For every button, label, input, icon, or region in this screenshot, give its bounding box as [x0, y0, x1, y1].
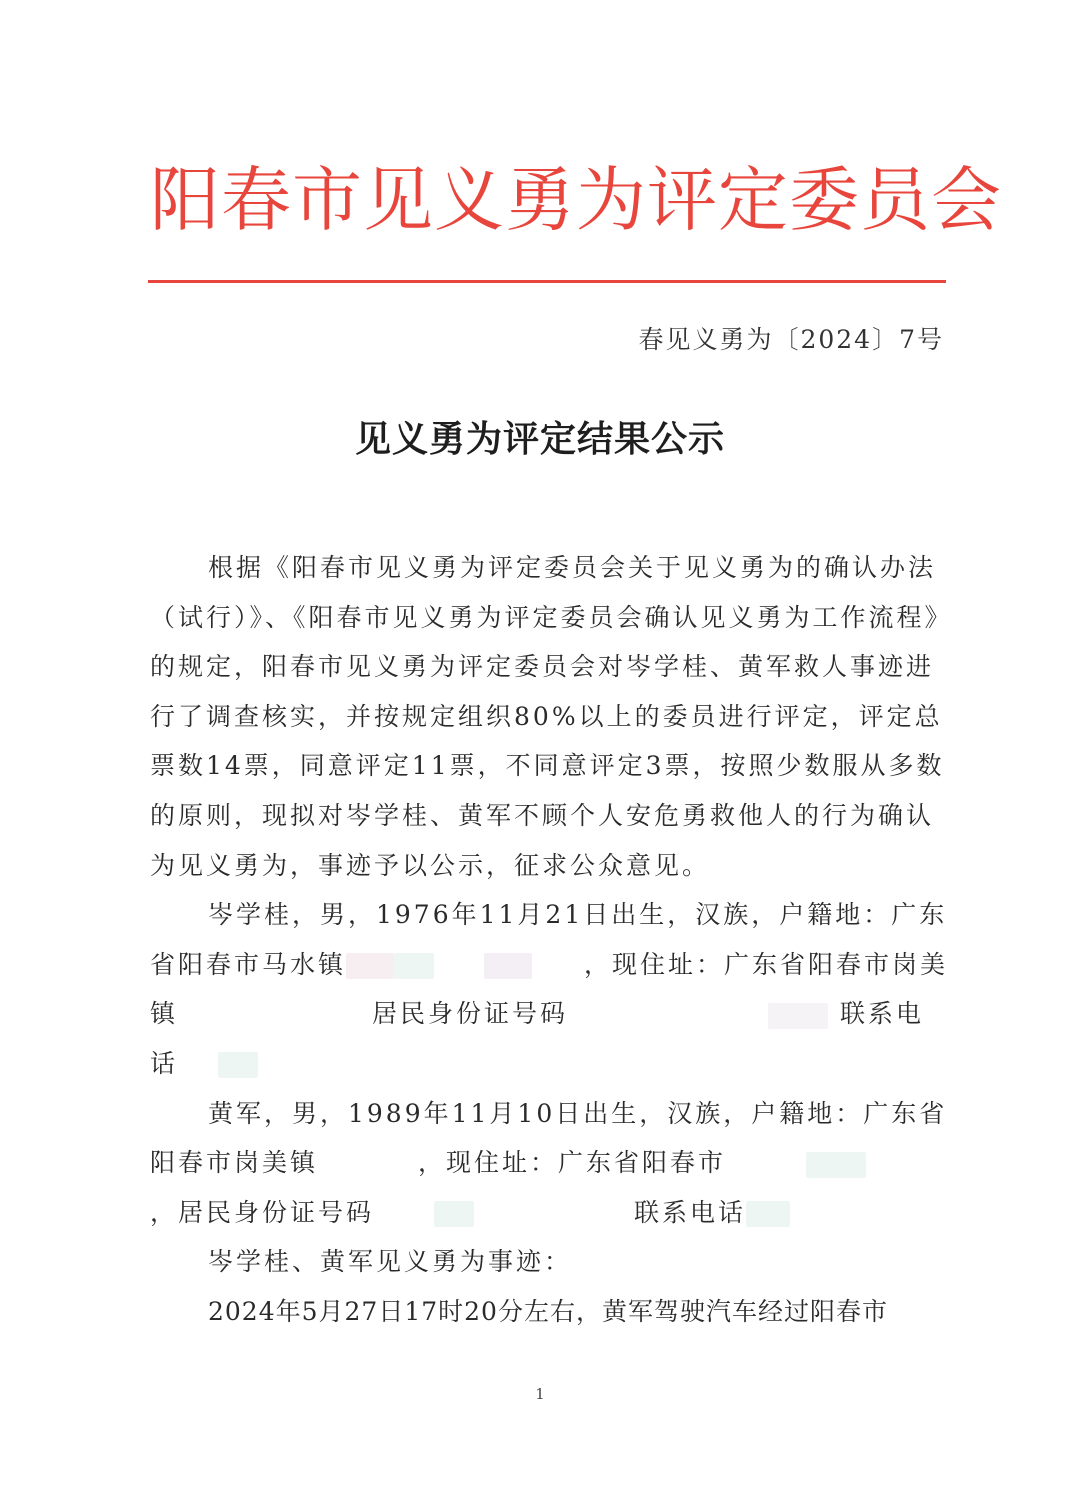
redacted-address	[346, 950, 584, 979]
redacted-address-2	[318, 1148, 418, 1177]
person2-text-3: ，居民身份证号码	[150, 1197, 375, 1227]
person1-paragraph	[150, 890, 950, 1088]
person2-text-4: 联系电话	[634, 1197, 747, 1227]
person1-text-2: ，现住址：广东省阳春市岗美镇	[150, 949, 949, 1029]
notice-body	[150, 543, 950, 1337]
document-number: 春见义勇为〔2024〕7号	[638, 325, 944, 354]
person1-text-4: 联系电话	[150, 999, 925, 1078]
person2-paragraph	[150, 1089, 950, 1238]
person2-text-1: 黄军，男，1989年11月10日出生，汉族，户籍地：广东省阳春市岗美镇	[150, 1098, 948, 1178]
person1-text-3: 居民身份证号码	[372, 999, 569, 1029]
person2-text-2: ，现住址：广东省阳春市	[418, 1148, 727, 1178]
intro-paragraph: 根据《阳春市见义勇为评定委员会关于见义勇为的确认办法（试行）》、《阳春市见义勇为评定委员会确认见义勇为工作流程》的规定，阳春市见义勇为评定委员会对岑学桂、黄军救人事迹进行了调查核实，并按规定组织80%以上的委员进行评定，评定总票数14票，同意评定11票，不同意评定3票，按照少数服从多数的原则，现拟对岑学桂、黄军不顾个人安危勇救他人的行为确认为见义勇为，事迹予以公示，征求公众意见。	[150, 553, 945, 880]
deeds-paragraph: 2024年5月27日17时20分左右，黄军驾驶汽车经过阳春市	[208, 1296, 888, 1326]
redacted-residence-2	[726, 1148, 932, 1177]
redacted-phone-2	[746, 1198, 790, 1227]
notice-title: 见义勇为评定结果公示	[354, 419, 725, 460]
redacted-phone	[178, 1049, 258, 1078]
organization-title: 阳春市见义勇为评定委员会	[150, 159, 1002, 241]
page-number: 1	[535, 1385, 545, 1403]
redacted-id-number	[568, 999, 840, 1028]
red-header-rule	[148, 280, 946, 283]
redacted-residence	[178, 999, 372, 1028]
redacted-id-number-2	[374, 1198, 634, 1227]
person1-text-1: 岑学桂，男，1976年11月21日出生，汉族，户籍地：广东省阳春市马水镇	[150, 900, 948, 979]
deeds-heading: 岑学桂、黄军见义勇为事迹：	[208, 1247, 573, 1277]
